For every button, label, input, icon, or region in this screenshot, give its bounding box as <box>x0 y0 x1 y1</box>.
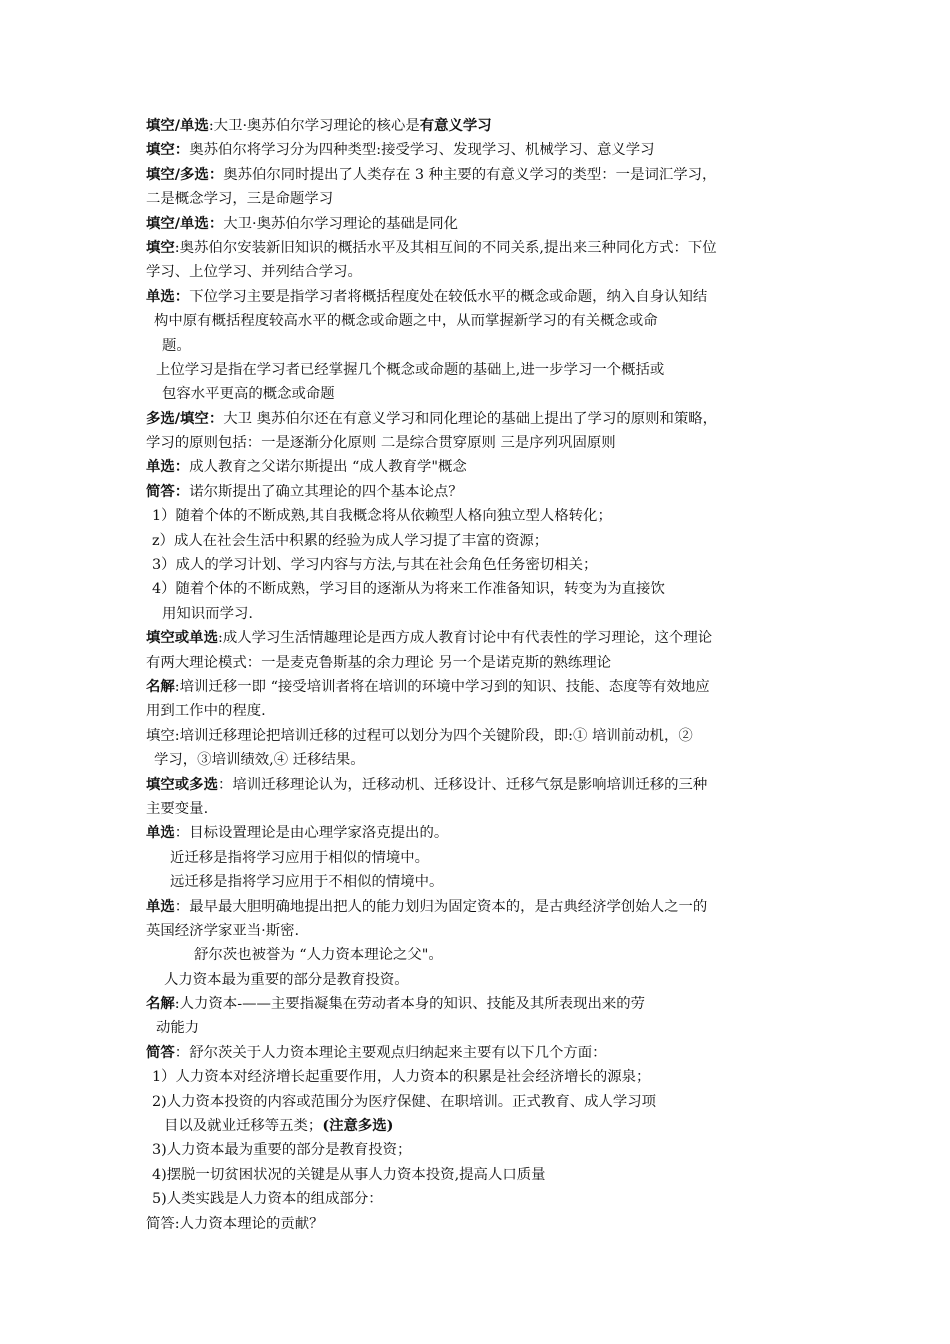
text-line <box>146 1041 814 1065</box>
text-line <box>146 626 814 650</box>
line-text: 上位学习是指在学习者已经掌握几个概念或命题的基础上,进一步学习一个概括或 <box>156 361 665 378</box>
question-type-label: 单选 <box>146 824 175 842</box>
line-text: 5)人类实践是人力资本的组成部分： <box>152 1191 383 1208</box>
document-body <box>146 114 814 1236</box>
line-text: 学习、上位学习、并列结合学习。 <box>146 264 362 281</box>
question-type-label: 填空或多选 <box>146 775 218 793</box>
question-type-label: 填空 <box>146 238 175 256</box>
text-line <box>146 748 814 772</box>
question-type-label: 简答 <box>146 1043 175 1061</box>
line-text: :大卫·奥苏伯尔学习理论的核心是 <box>208 118 420 134</box>
text-line <box>146 1016 814 1040</box>
text-line <box>146 675 814 699</box>
text-line <box>146 1187 814 1211</box>
line-text: 二是概念学习，三是命题学习 <box>146 191 334 208</box>
line-text: :奥苏伯尔安装新旧知识的概括水平及其相互间的不同关系,提出来三种同化方式：下位 <box>174 239 717 256</box>
line-text: 4）随着个体的不断成熟，学习目的逐渐从为将来工作准备知识，转变为为直接饮 <box>152 581 665 598</box>
line-text: 下位学习主要是指学习者将概括程度处在较低水平的概念或命题，纳入自身认知结 <box>189 288 708 305</box>
line-text: 简答:人力资本理论的贡献？ <box>146 1215 324 1232</box>
question-type-label: 填空/单选 <box>146 117 209 134</box>
line-text: 主要变量. <box>146 800 209 817</box>
line-text: 奥苏伯尔将学习分为四种类型:接受学习、发现学习、机械学习、意义学习 <box>189 142 655 159</box>
question-type-label: 名解 <box>146 995 175 1013</box>
text-line <box>146 553 814 577</box>
line-text: 用知识而学习. <box>162 605 253 622</box>
line-text: 学习，③培训绩效,④ 迁移结果。 <box>154 752 365 769</box>
line-text: 3)人力资本最为重要的部分是教育投资； <box>152 1142 412 1159</box>
text-line <box>146 334 814 358</box>
line-text: 构中原有概括程度较高水平的概念或命题之中，从而掌握新学习的有关概念或命 <box>154 313 658 330</box>
line-text: 目以及就业迁移等五类； <box>164 1118 323 1135</box>
text-line <box>146 602 814 626</box>
text-line <box>146 577 814 601</box>
line-text: 人力资本最为重要的部分是教育投资。 <box>164 971 409 988</box>
line-text: ：最早最大胆明确地提出把人的能力划归为固定资本的，是古典经济学创始人之一的 <box>174 898 708 915</box>
question-type-label: 单选： <box>146 287 190 305</box>
line-text: 1）随着个体的不断成熟,其自我概念将从依赖型人格向独立型人格转化； <box>152 508 612 525</box>
text-line <box>146 358 814 382</box>
line-text: 填空:培训迁移理论把培训迁移的过程可以划分为四个关键阶段，即:① 培训前动机，② <box>146 727 693 744</box>
text-line <box>146 1114 814 1138</box>
text-line <box>146 797 814 821</box>
line-text: 1）人力资本对经济增长起重要作用，人力资本的积累是社会经济增长的源泉； <box>152 1069 651 1086</box>
line-text: 诺尔斯提出了确立其理论的四个基本论点？ <box>189 483 463 500</box>
line-text: 2)人力资本投资的内容或范围分为医疗保健、在职培训。正式教育、成人学习项 <box>152 1093 657 1110</box>
text-line <box>146 260 814 284</box>
text-line <box>146 455 814 479</box>
text-line <box>146 187 814 211</box>
text-line <box>146 480 814 504</box>
question-type-label: 填空： <box>146 141 190 159</box>
line-text: 题。 <box>162 337 191 354</box>
line-text: 学习的原则包括：一是逐渐分化原则 二是综合贯穿原则 三是序列巩固原则 <box>146 435 616 452</box>
text-line <box>146 504 814 528</box>
text-line <box>146 1212 814 1236</box>
line-text: ：目标设置理论是由心理学家洛克提出的。 <box>174 825 449 842</box>
line-text: :人力资本-——主要指凝集在劳动者本身的知识、技能及其所表现出来的劳 <box>174 996 646 1013</box>
line-text: ：培训迁移理论认为，迁移动机、迁移设计、迁移气氛是影响培训迁移的三种 <box>217 776 708 793</box>
line-text: 有两大理论模式：一是麦克鲁斯基的余力理论 另一个是诺克斯的熟练理论 <box>146 654 612 671</box>
question-type-label: 填空/多选： <box>146 165 224 183</box>
line-text: 4)摆脱一切贫困状况的关键是从事人力资本投资,提高人口质量 <box>152 1166 546 1183</box>
text-line <box>146 138 814 162</box>
text-line <box>146 821 814 845</box>
text-line <box>146 1065 814 1089</box>
line-text: 包容水平更高的概念或命题 <box>162 386 335 403</box>
text-line <box>146 407 814 431</box>
text-line <box>146 309 814 333</box>
line-text: ：舒尔茨关于人力资本理论主要观点归纳起来主要有以下几个方面： <box>174 1044 607 1061</box>
line-text: 成人教育之父诺尔斯提出 “成人教育学"概念 <box>189 459 467 476</box>
line-text: 奥苏伯尔同时提出了人类存在 3 种主要的有意义学习的类型：一是词汇学习， <box>223 166 717 183</box>
text-line <box>146 895 814 919</box>
line-text: :成人学习生活情趣理论是西方成人教育讨论中有代表性的学习理论，这个理论 <box>217 630 713 647</box>
text-line <box>146 431 814 455</box>
text-line <box>146 236 814 260</box>
question-type-label: 名解 <box>146 677 175 695</box>
line-text: 英国经济学家亚当·斯密. <box>146 922 300 939</box>
text-line <box>146 870 814 894</box>
question-type-label: 单选： <box>146 458 190 476</box>
text-line <box>146 529 814 553</box>
line-text: 大卫·奥苏伯尔学习理论的基础是同化 <box>223 215 459 232</box>
text-line <box>146 724 814 748</box>
line-text: 近迁移是指将学习应用于相似的情境中。 <box>170 849 430 866</box>
line-text: 用到工作中的程度. <box>146 703 266 720</box>
text-line <box>146 382 814 406</box>
text-line <box>146 1163 814 1187</box>
line-text: :培训迁移一即 “接受培训者将在培训的环境中学习到的知识、技能、态度等有效地应 <box>174 678 710 695</box>
text-line <box>146 285 814 309</box>
text-line <box>146 846 814 870</box>
line-text: 动能力 <box>156 1020 200 1037</box>
text-line <box>146 651 814 675</box>
text-line <box>146 1090 814 1114</box>
text-line <box>146 919 814 943</box>
emphasis-text: 有意义学习 <box>419 117 492 134</box>
emphasis-text: (注意多选) <box>322 1117 394 1135</box>
line-text: 远迁移是指将学习应用于不相似的情境中。 <box>170 874 444 891</box>
line-text: 大卫 奥苏伯尔还在有意义学习和同化理论的基础上提出了学习的原则和策略， <box>223 410 718 427</box>
line-text: 3）成人的学习计划、学习内容与方法,与其在社会角色任务密切相关； <box>152 557 598 574</box>
line-text: 舒尔茨也被誉为 “人力资本理论之父"。 <box>194 947 443 964</box>
text-line <box>146 773 814 797</box>
text-line <box>146 992 814 1016</box>
question-type-label: 单选 <box>146 897 175 915</box>
text-line <box>146 163 814 187</box>
question-type-label: 填空/单选： <box>146 214 224 232</box>
text-line <box>146 968 814 992</box>
question-type-label: 多选/填空： <box>146 409 224 427</box>
line-text: z）成人在社会生活中积累的经验为成人学习提了丰富的资源； <box>152 532 549 549</box>
question-type-label: 简答： <box>146 482 190 500</box>
text-line <box>146 114 814 138</box>
text-line <box>146 943 814 967</box>
text-line <box>146 1138 814 1162</box>
question-type-label: 填空或单选 <box>146 629 218 647</box>
text-line <box>146 212 814 236</box>
text-line <box>146 699 814 723</box>
